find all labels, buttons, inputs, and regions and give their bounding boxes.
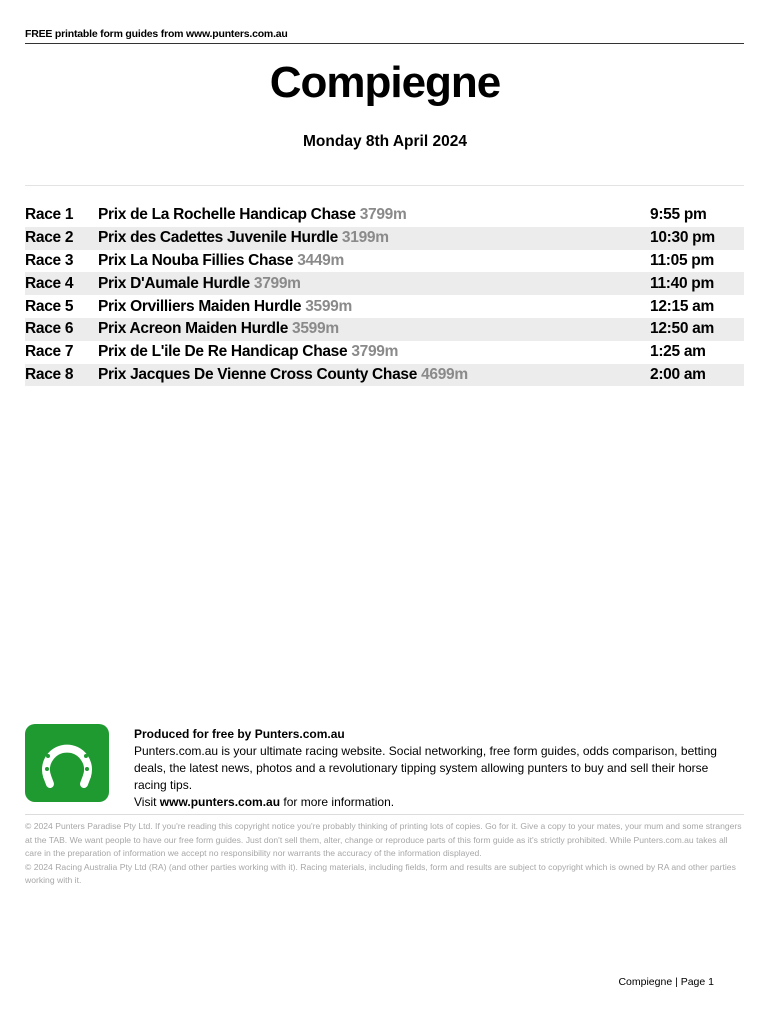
- race-time: 11:05 pm: [650, 251, 714, 269]
- race-name: Prix de L'ile De Re Handicap Chase: [98, 343, 348, 361]
- race-row: [25, 341, 744, 364]
- race-distance: 3799m: [351, 343, 399, 361]
- race-name: Prix des Cadettes Juvenile Hurdle: [98, 229, 338, 247]
- divider: [25, 814, 744, 815]
- copyright-paragraph: © 2024 Racing Australia Pty Ltd (RA) (and other parties working with it). Racing materials, including fields, form and results are subject to copyright which is owned by RA and other parties working with it.: [25, 861, 736, 886]
- race-number: Race 1: [25, 206, 74, 224]
- promo-heading: Produced for free by Punters.com.au: [134, 727, 345, 741]
- race-name: Prix La Nouba Fillies Chase: [98, 251, 294, 269]
- visit-suffix: for more information.: [283, 795, 395, 809]
- copyright-notice: [25, 820, 744, 888]
- race-name: Prix Acreon Maiden Hurdle: [98, 320, 289, 338]
- race-distance: 3599m: [305, 297, 352, 315]
- race-row: [25, 227, 744, 250]
- race-number: Race 5: [25, 297, 74, 315]
- race-row: [25, 250, 744, 273]
- race-time: 12:50 am: [650, 320, 714, 338]
- race-time: 10:30 pm: [650, 229, 715, 247]
- race-row: [25, 272, 744, 295]
- race-number: Race 3: [25, 251, 74, 269]
- race-time: 2:00 am: [650, 365, 706, 383]
- race-time: 9:55 pm: [650, 206, 707, 224]
- race-list: [25, 204, 744, 386]
- race-name: Prix Orvilliers Maiden Hurdle: [98, 297, 302, 315]
- race-row: [25, 364, 744, 387]
- race-distance: 3199m: [341, 229, 389, 247]
- horseshoe-icon: [25, 724, 109, 802]
- race-number: Race 4: [25, 274, 74, 292]
- race-name: Prix de La Rochelle Handicap Chase: [98, 206, 356, 224]
- copyright-paragraph: © 2024 Punters Paradise Pty Ltd. If you're reading this copyright notice you're probably thinking of printing lots of copies. Go for it. Give a copy to your mates, your mum and some strangers at the TAB. We want people to have our free form guides. Just don't sell them, alter, change or reproduce parts of this form guide as it's strictly prohibited. While Punters.com.au takes all care in the preparation of information we accept no responsibility nor warrants the accuracy of the information displayed.: [25, 821, 742, 859]
- promo-visit-line: [134, 794, 744, 811]
- race-time: 11:40 pm: [650, 274, 714, 292]
- race-distance: 3799m: [253, 274, 301, 292]
- race-distance: 4699m: [421, 365, 468, 383]
- race-number: Race 7: [25, 343, 74, 361]
- race-distance: 3599m: [292, 320, 339, 338]
- race-row: [25, 295, 744, 318]
- race-number: Race 8: [25, 365, 74, 383]
- meeting-date: Monday 8th April 2024: [303, 133, 467, 150]
- promo-text: [134, 726, 744, 811]
- race-distance: 3449m: [297, 251, 344, 269]
- race-row: [25, 318, 744, 341]
- punters-logo: [25, 724, 109, 802]
- visit-prefix: Visit: [134, 795, 157, 809]
- top-banner-text: FREE printable form guides from www.punters.com.au: [25, 28, 744, 44]
- website-link[interactable]: www.punters.com.au: [159, 795, 281, 809]
- divider: [25, 185, 744, 186]
- race-distance: 3799m: [359, 206, 407, 224]
- page-footer: Compiegne | Page 1: [618, 976, 714, 988]
- race-number: Race 6: [25, 320, 74, 338]
- promo-body: Punters.com.au is your ultimate racing website. Social networking, free form guides, odds comparison, betting deals, the latest news, photos and a revolutionary tipping system allowing punters to buy and sell their horse racing tips.: [134, 744, 717, 792]
- race-time: 12:15 am: [650, 297, 714, 315]
- race-row: [25, 204, 744, 227]
- race-name: Prix D'Aumale Hurdle: [98, 274, 250, 292]
- race-time: 1:25 am: [650, 343, 706, 361]
- race-number: Race 2: [25, 229, 74, 247]
- page-title: Compiegne: [269, 58, 501, 107]
- race-name: Prix Jacques De Vienne Cross County Chase: [98, 365, 418, 383]
